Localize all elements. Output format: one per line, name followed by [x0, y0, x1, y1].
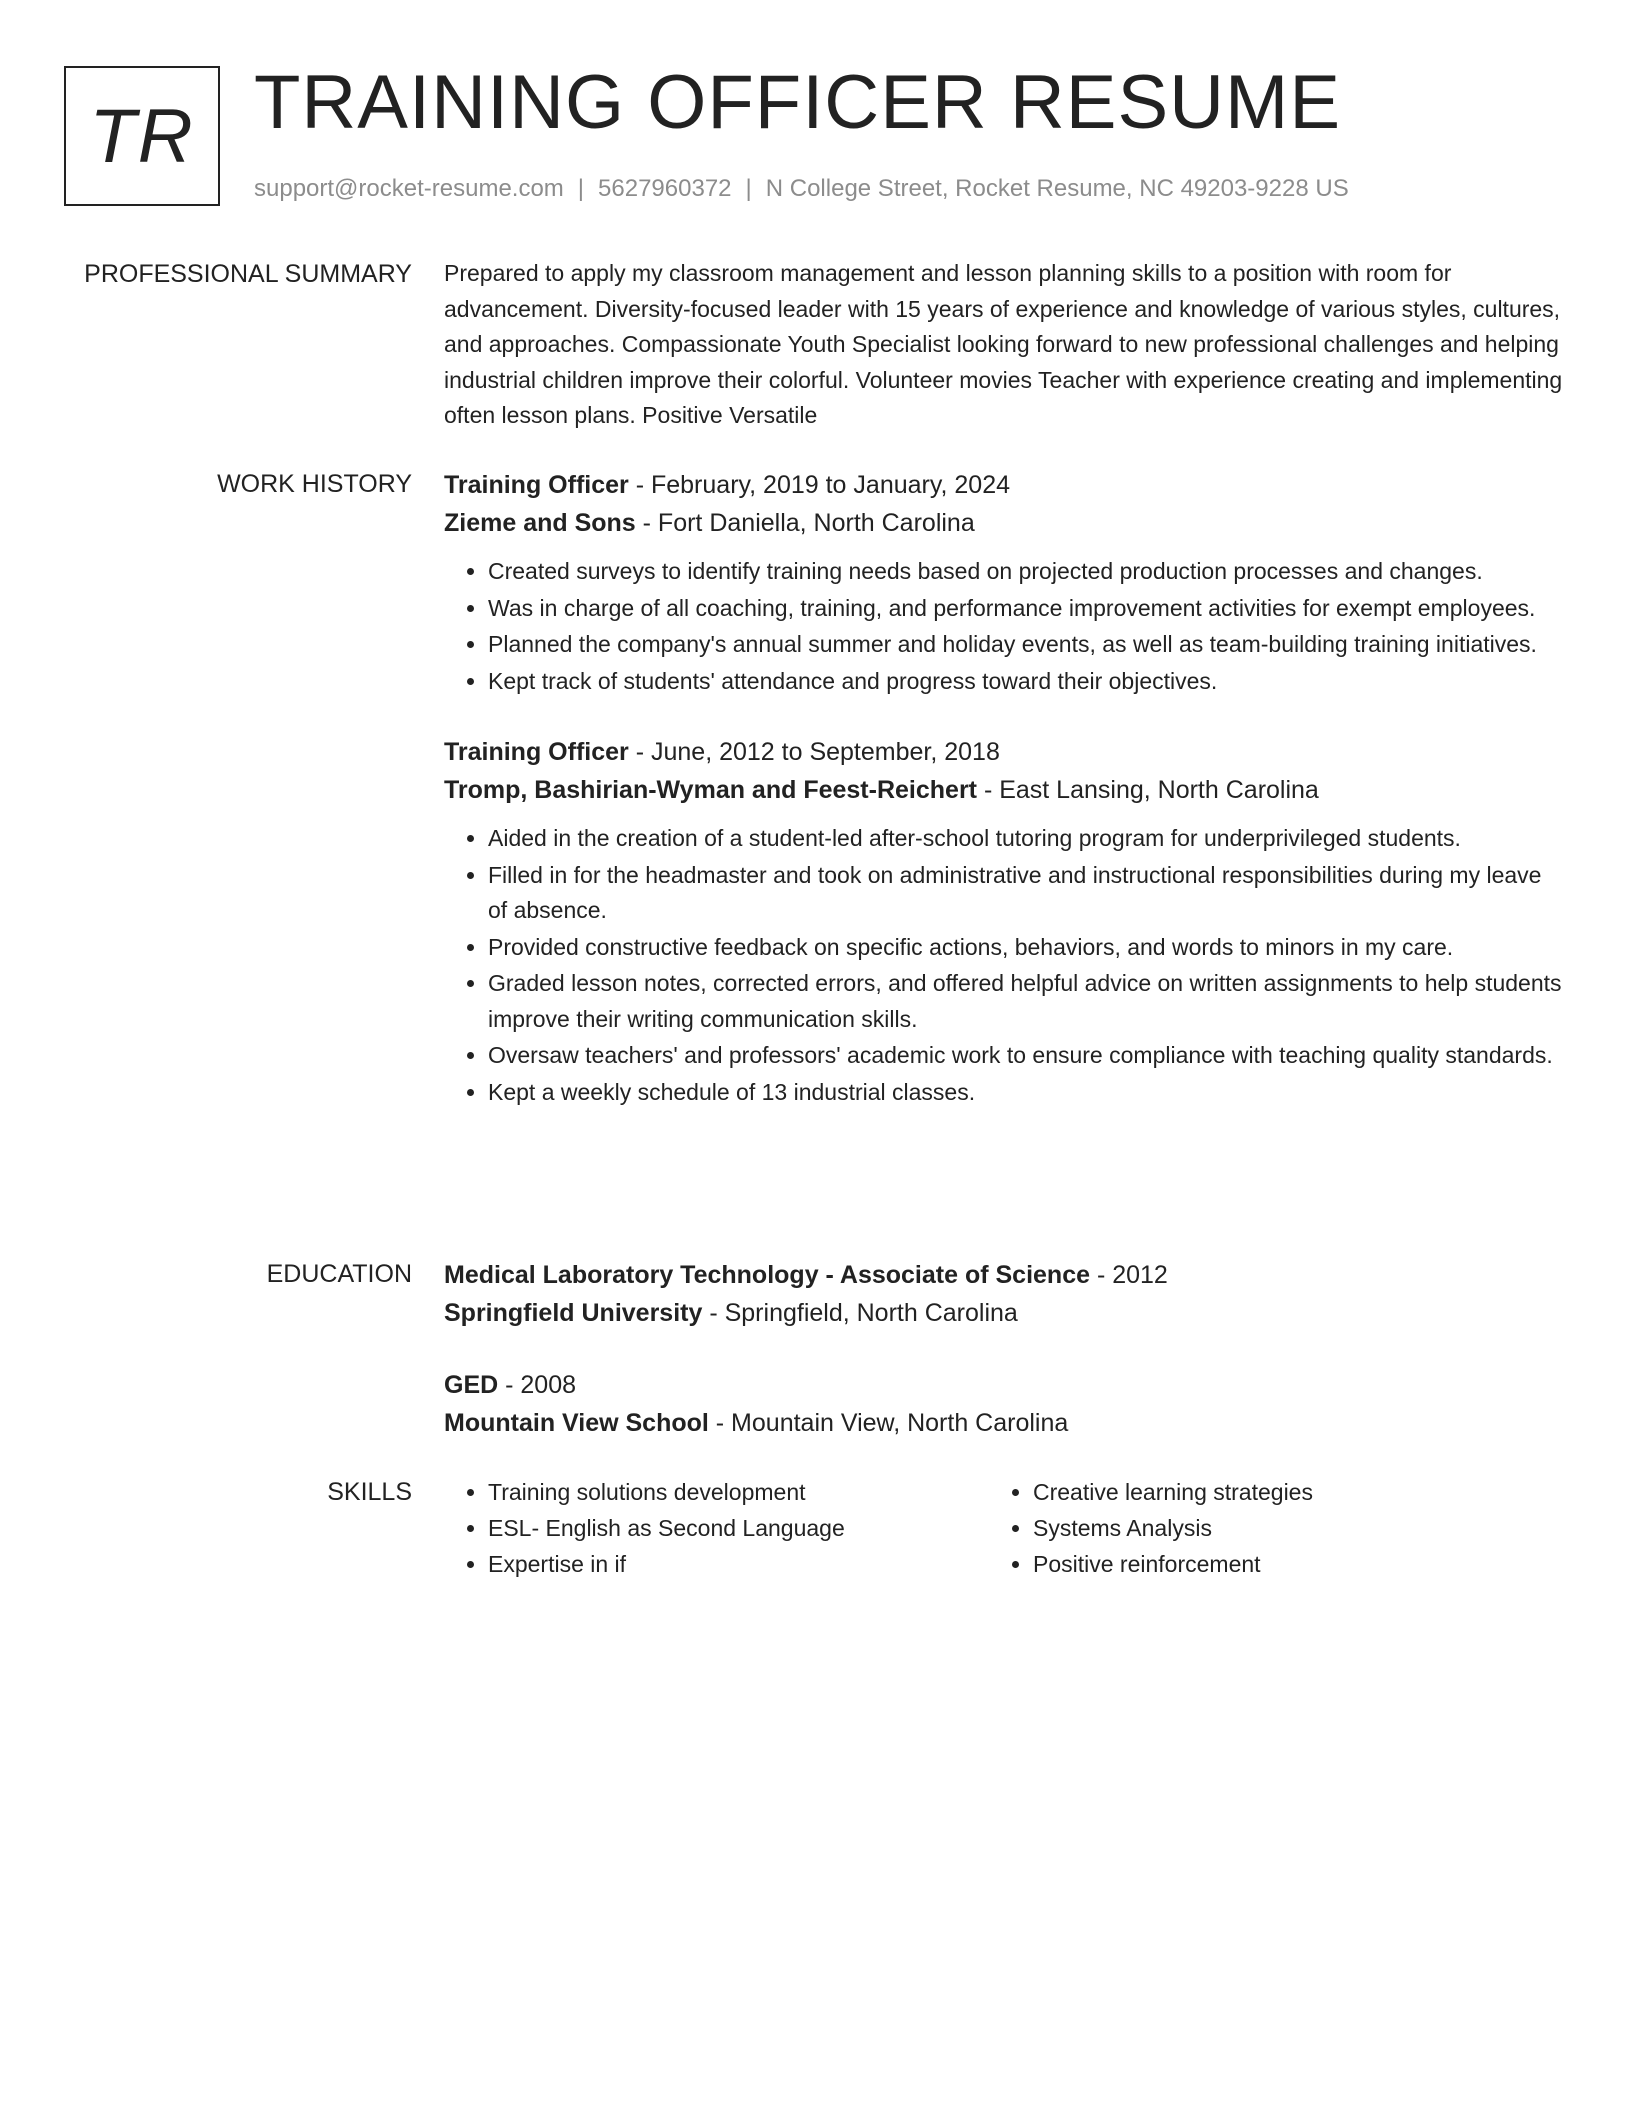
- job-bullets: [444, 554, 1564, 699]
- skill-item: • Training solutions development: [488, 1474, 989, 1510]
- job-company: Tromp, Bashirian-Wyman and Feest-Reichert: [444, 776, 977, 804]
- degree-line: [444, 1366, 1564, 1404]
- job-company-line: [444, 771, 1564, 809]
- education-heading: EDUCATION: [266, 1260, 412, 1288]
- education-entry: [444, 1256, 1564, 1332]
- job-dates: - June, 2012 to September, 2018: [628, 738, 1000, 766]
- skills-list-right: [989, 1474, 1534, 1582]
- contact-address: N College Street, Rocket Resume, NC 49203-9228 US: [765, 175, 1349, 202]
- skill-item: • Creative learning strategies: [1033, 1474, 1534, 1510]
- skill-item: • ESL- English as Second Language: [488, 1510, 989, 1546]
- degree-year: - 2008: [498, 1371, 577, 1399]
- school-name: Mountain View School: [444, 1409, 709, 1437]
- job-bullet: • Was in charge of all coaching, training, and performance improvement activities for exempt employees.: [488, 591, 1564, 627]
- school-line: [444, 1404, 1564, 1442]
- contact-separator: |: [577, 175, 585, 202]
- skill-item: • Positive reinforcement: [1033, 1546, 1534, 1582]
- job-bullet: • Planned the company's annual summer and holiday events, as well as team-building training initiatives.: [488, 627, 1564, 663]
- school-location: - Mountain View, North Carolina: [708, 1409, 1069, 1437]
- summary-heading: PROFESSIONAL SUMMARY: [84, 260, 412, 288]
- skills-grid: [444, 1474, 1564, 1582]
- degree-name: Medical Laboratory Technology - Associate of Science: [444, 1261, 1090, 1289]
- job-dates: - February, 2019 to January, 2024: [628, 471, 1011, 499]
- school-line: [444, 1294, 1564, 1332]
- job-bullet: • Filled in for the headmaster and took on administrative and instructional responsibilities during my leave of absence.: [488, 858, 1564, 929]
- skill-item: • Expertise in if: [488, 1546, 989, 1582]
- job-bullet: • Provided constructive feedback on specific actions, behaviors, and words to minors in my care.: [488, 930, 1564, 966]
- job-bullet: • Graded lesson notes, corrected errors, and offered helpful advice on written assignments to help students improve their writing communication skills.: [488, 966, 1564, 1037]
- education-body: [444, 1256, 1564, 1442]
- job-title-line: [444, 733, 1564, 771]
- job-bullet: • Aided in the creation of a student-led after-school tutoring program for underprivileged students.: [488, 821, 1564, 857]
- summary-body: [444, 256, 1564, 434]
- job-bullet: • Created surveys to identify training needs based on projected production processes and changes.: [488, 554, 1564, 590]
- monogram-logo: TR: [64, 66, 220, 206]
- contact-email[interactable]: support@rocket-resume.com: [254, 175, 564, 202]
- summary-text: Prepared to apply my classroom management and lesson planning skills to a position with room for advancement. Diversity-focused leader with 15 years of experience and knowledge of various styles, cultures, and approaches. Compassionate Youth Specialist looking forward to new professional challenges and helping industrial children improve their colorful. Volunteer movies Teacher with experience creating and implementing often lesson plans. Positive Versatile: [444, 260, 1563, 428]
- job-location: - Fort Daniella, North Carolina: [635, 509, 975, 537]
- resume-title: TRAINING OFFICER RESUME: [254, 60, 1342, 145]
- job-bullets: [444, 821, 1564, 1110]
- education-entry: [444, 1366, 1564, 1442]
- school-location: - Springfield, North Carolina: [702, 1299, 1018, 1327]
- job-title: Training Officer: [444, 738, 629, 766]
- work-history-heading: WORK HISTORY: [217, 470, 412, 498]
- job-bullet: • Oversaw teachers' and professors' academic work to ensure compliance with teaching quality standards.: [488, 1038, 1564, 1074]
- skills-body: [444, 1474, 1564, 1582]
- degree-line: [444, 1256, 1564, 1294]
- job-entry: [444, 466, 1564, 699]
- school-name: Springfield University: [444, 1299, 703, 1327]
- job-title: Training Officer: [444, 471, 629, 499]
- skills-list-left: [444, 1474, 989, 1582]
- contact-separator: |: [745, 175, 752, 202]
- job-bullet: • Kept track of students' attendance and progress toward their objectives.: [488, 664, 1564, 700]
- work-history-body: [444, 466, 1564, 1111]
- contact-line: [254, 174, 1349, 204]
- job-company-line: [444, 504, 1564, 542]
- job-title-line: [444, 466, 1564, 504]
- degree-year: - 2012: [1090, 1261, 1168, 1289]
- job-bullet: • Kept a weekly schedule of 13 industrial classes.: [488, 1075, 1564, 1111]
- skills-heading: SKILLS: [327, 1478, 412, 1506]
- job-entry: [444, 733, 1564, 1110]
- degree-name: GED: [444, 1371, 499, 1399]
- job-company: Zieme and Sons: [444, 509, 636, 537]
- skill-item: • Systems Analysis: [1033, 1510, 1534, 1546]
- contact-phone[interactable]: 5627960372: [598, 175, 732, 202]
- job-location: - East Lansing, North Carolina: [977, 776, 1319, 804]
